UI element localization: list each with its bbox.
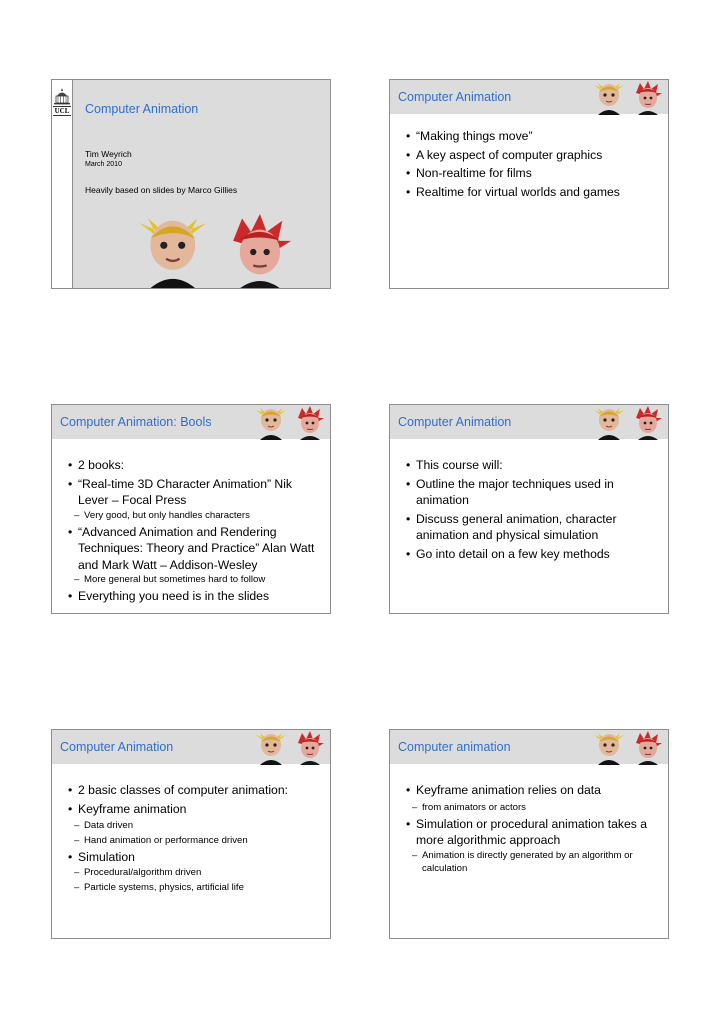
sub-bullet: – Hand animation or performance driven	[74, 834, 322, 847]
bullet: • “Making things move”	[406, 128, 660, 145]
slide-6	[389, 729, 669, 939]
bullet: • Go into detail on a few key methods	[406, 546, 660, 563]
slide-1	[51, 79, 331, 289]
title-panel	[72, 80, 330, 288]
bullet: • Discuss general animation, character animation and physical simulation	[406, 511, 660, 544]
bullet: • “Real-time 3D Character Animation” Nik Lever – Focal Press	[68, 476, 322, 509]
characters-icon	[590, 406, 664, 440]
slide-title: Computer Animation	[398, 90, 512, 104]
bullet: • This course will:	[406, 457, 660, 474]
bullet: • A key aspect of computer graphics	[406, 147, 660, 164]
bullet: • 2 books:	[68, 457, 322, 474]
sub-bullet: – Animation is directly generated by an algorithm or calculation	[412, 849, 660, 875]
slide-header	[390, 405, 668, 439]
bullet: • Realtime for virtual worlds and games	[406, 184, 660, 201]
bullet: • Simulation	[68, 849, 322, 866]
author: Tim Weyrich	[85, 149, 132, 159]
credit: Heavily based on slides by Marco Gillies	[85, 185, 238, 195]
slide-title: Computer Animation	[398, 415, 512, 429]
bullet: • Keyframe animation relies on data	[406, 782, 660, 799]
slide-title: Computer Animation	[85, 102, 199, 116]
sub-bullet: – Procedural/algorithm driven	[74, 866, 322, 879]
characters-icon	[252, 406, 326, 440]
sub-bullet: – from animators or actors	[412, 801, 660, 814]
slide-5	[51, 729, 331, 939]
characters-icon	[590, 81, 664, 115]
characters-icon	[252, 731, 326, 765]
bullet: • Simulation or procedural animation takes a more algorithmic approach	[406, 816, 660, 849]
slide-header	[390, 80, 668, 114]
slide-title: Computer Animation	[60, 740, 174, 754]
bullet: • Non-realtime for films	[406, 165, 660, 182]
sub-bullet: – Data driven	[74, 819, 322, 832]
characters-illustration-icon	[125, 214, 301, 289]
bullet: • 2 basic classes of computer animation:	[68, 782, 322, 799]
slide-header	[390, 730, 668, 764]
bullet: • Outline the major techniques used in animation	[406, 476, 660, 509]
slide-title: Computer Animation: Bools	[60, 415, 212, 429]
slide-header	[52, 405, 330, 439]
sub-bullet: – Particle systems, physics, artificial life	[74, 881, 322, 894]
sub-bullet: – More general but sometimes hard to follow	[74, 573, 322, 586]
bullet: • “Advanced Animation and Rendering Techniques: Theory and Practice” Alan Watt and Mark Watt – Addison-Wesley	[68, 524, 322, 574]
slide-title: Computer animation	[398, 740, 511, 754]
bullet: • Keyframe animation	[68, 801, 322, 818]
characters-icon	[590, 731, 664, 765]
ucl-logo-text: UCL	[54, 107, 70, 115]
slide-header	[52, 730, 330, 764]
slide-4	[389, 404, 669, 614]
date: March 2010	[85, 161, 122, 168]
ucl-logo-icon	[52, 80, 72, 288]
slide-2	[389, 79, 669, 289]
bullet: • Everything you need is in the slides	[68, 588, 322, 605]
slide-3	[51, 404, 331, 614]
sub-bullet: – Very good, but only handles characters	[74, 509, 322, 522]
